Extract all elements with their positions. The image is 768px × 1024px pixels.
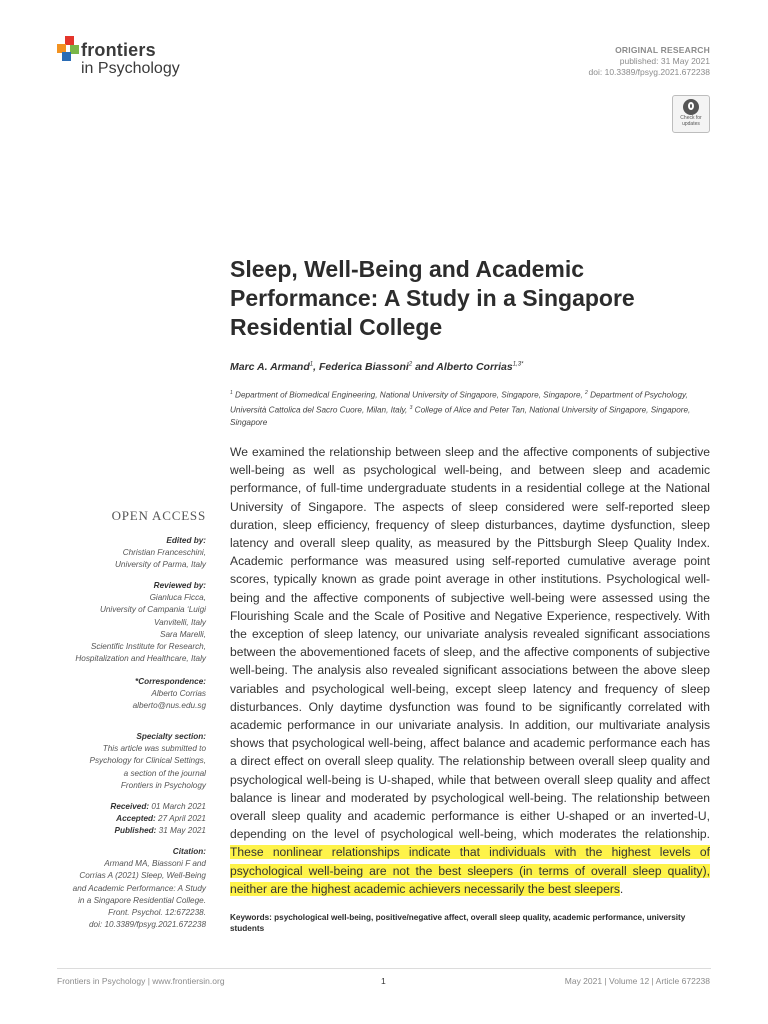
highlighted-text[interactable]: These nonlinear relationships indicate that individuals with the highest levels of psychological well-being are not the best sleepers (in terms of overall sleep quality), neither are the highest academic achievers necessarily the best sleepers [230, 845, 710, 896]
reviewer-name[interactable]: Sara Marelli, [160, 629, 206, 639]
reviewed-by-label: Reviewed by: [153, 581, 206, 590]
author-name[interactable]: Federica Biassoni [318, 361, 409, 373]
article-title: Sleep, Well-Being and Academic Performance: A Study in a Singapore Residential College [230, 256, 635, 340]
abstract-text: We examined the relationship between sleep and the affective components of subjective well-being as well as psychological well-being, and between sleep and academic performance, of full-time undergraduate students in a residential college at the National University of Singapore. The aspects of sleep considered were self-reported sleep duration, sleep efficiency, frequency of sleep disturbances, daytime dysfunction, sleep latency and overall sleep quality, as measured by the Pittsburgh Sleep Quality Index. Academic performance was measured using self-reported cumulative average point scores, typically known as grade point average in other institutions. Psychological well-being and the affective components of subjective well-being were assessed using the Flourishing Scale and the Scale of Positive and Negative Experience, respectively. With the exception of sleep latency, our univariate analysis revealed significant associations between the abovementioned facets of sleep, and the affective components of subjective well-being. The analysis also revealed significant associations between the above sleep variables and psychological well-being, except sleep latency and frequency of sleep disturbances. Only daytime dysfunction was found to be significantly correlated with academic performance in our univariate analysis. In addition, our multivariate analysis shows that psychological well-being, affect balance and academic performance each has a direct effect on overall sleep quality. The relationship between overall sleep quality and psychological well-being is U-shaped, while that between overall sleep quality and affect balance is linear and moderated by psychological well-being. The relationship between overall sleep quality and academic performance is either U-shaped or an inverted-U, depending on the level of psychological well-being, which moderates the relationship. [230, 445, 710, 842]
affiliation-number: 2 [585, 390, 588, 396]
correspondence-name: Alberto Corrias [151, 689, 206, 699]
footer-divider [57, 968, 711, 969]
affiliation-ref: 1 [309, 361, 314, 368]
editor-affiliation: University of Parma, Italy [115, 560, 206, 570]
dates-section [36, 801, 206, 838]
citation-label: Citation: [172, 847, 206, 856]
correspondence-email-link[interactable]: alberto@nus.edu.sg [132, 701, 206, 711]
frontiers-logo-icon [57, 36, 81, 62]
abstract-end: . [619, 881, 624, 896]
reviewer-affiliation: Vanvitelli, Italy [153, 617, 206, 627]
editor-name[interactable]: Christian Franceschini, [122, 548, 206, 558]
page-number: 1 [381, 976, 386, 986]
affiliation-number: 1 [230, 390, 233, 396]
citation-text: and Academic Performance: A Study [72, 883, 206, 893]
author-name[interactable]: Alberto Corrias [436, 361, 513, 373]
reviewer-affiliation: University of Campania ‘Luigi [99, 605, 206, 615]
affiliations [230, 387, 710, 430]
author-name[interactable]: Marc A. Armand [230, 361, 310, 373]
author-separator: and [412, 361, 437, 373]
open-access-label: OPEN ACCESS [111, 508, 206, 523]
keywords [230, 912, 710, 934]
specialty-text: This article was submitted to [102, 744, 206, 754]
abstract [230, 443, 710, 898]
doi-link[interactable]: doi: 10.3389/fpsyg.2021.672238 [588, 67, 710, 77]
citation-text: in a Singapore Residential College. [78, 895, 206, 905]
citation-text: Front. Psychol. 12:672238. [108, 908, 206, 918]
affiliation-text: Department of Psychology, Università Cattolica del Sacro Cuore, Milan, Italy, [230, 390, 688, 415]
keywords-label: Keywords: [230, 913, 272, 922]
affiliation-number: 3 [409, 405, 413, 412]
journal-name-line1: frontiers [81, 40, 156, 60]
specialty-text: a section of the journal [123, 768, 206, 778]
specialty-section [36, 731, 206, 792]
citation-section [36, 846, 206, 931]
correspondence-section [36, 676, 206, 713]
edited-by-label: Edited by: [166, 536, 206, 545]
footer-issue-info: May 2021 | Volume 12 | Article 672238 [564, 976, 710, 986]
reviewer-affiliation: Hospitalization and Healthcare, Italy [75, 654, 206, 664]
footer-journal-link[interactable]: Frontiers in Psychology | www.frontiersin.org [57, 976, 225, 986]
article-type: ORIGINAL RESEARCH [615, 45, 710, 55]
correspondence-label: *Correspondence: [135, 677, 206, 686]
author-list [230, 361, 523, 373]
check-for-updates-button[interactable] [672, 95, 710, 133]
journal-name-line2: in Psychology [81, 60, 180, 77]
citation-text: Armand MA, Biassoni F and [104, 859, 206, 869]
affiliation-ref: 2 [408, 361, 413, 368]
reviewed-by-section [36, 580, 206, 665]
specialty-text: Frontiers in Psychology [120, 780, 206, 790]
affiliation-text: College of Alice and Peter Tan, National University of Singapore, Singapore, Singapore [230, 405, 691, 428]
crossmark-icon [683, 99, 699, 115]
citation-doi-link[interactable]: doi: 10.3389/fpsyg.2021.672238 [89, 920, 206, 930]
author-separator: , [313, 361, 319, 373]
affiliation-text: Department of Biomedical Engineering, National University of Singapore, Singapore, Singapore, [232, 390, 586, 400]
reviewer-name[interactable]: Gianluca Ficca, [149, 593, 206, 603]
published-date: published: 31 May 2021 [619, 56, 710, 66]
citation-text: Corrias A (2021) Sleep, Well-Being [79, 871, 206, 881]
check-for-updates-label: Check for updates [680, 115, 702, 127]
specialty-label: Specialty section: [136, 732, 206, 741]
accepted-date: Accepted: 27 April 2021 [116, 814, 206, 824]
affiliation-ref: 1,3* [512, 361, 524, 368]
specialty-text: Psychology for Clinical Settings, [89, 756, 206, 766]
keywords-text: psychological well-being, positive/negative affect, overall sleep quality, academic performance, university students [230, 913, 686, 933]
edited-by-section [36, 535, 206, 572]
reviewer-affiliation: Scientific Institute for Research, [90, 642, 206, 652]
published-date-sidebar: Published: 31 May 2021 [114, 826, 206, 836]
received-date: Received: 01 March 2021 [110, 802, 206, 811]
